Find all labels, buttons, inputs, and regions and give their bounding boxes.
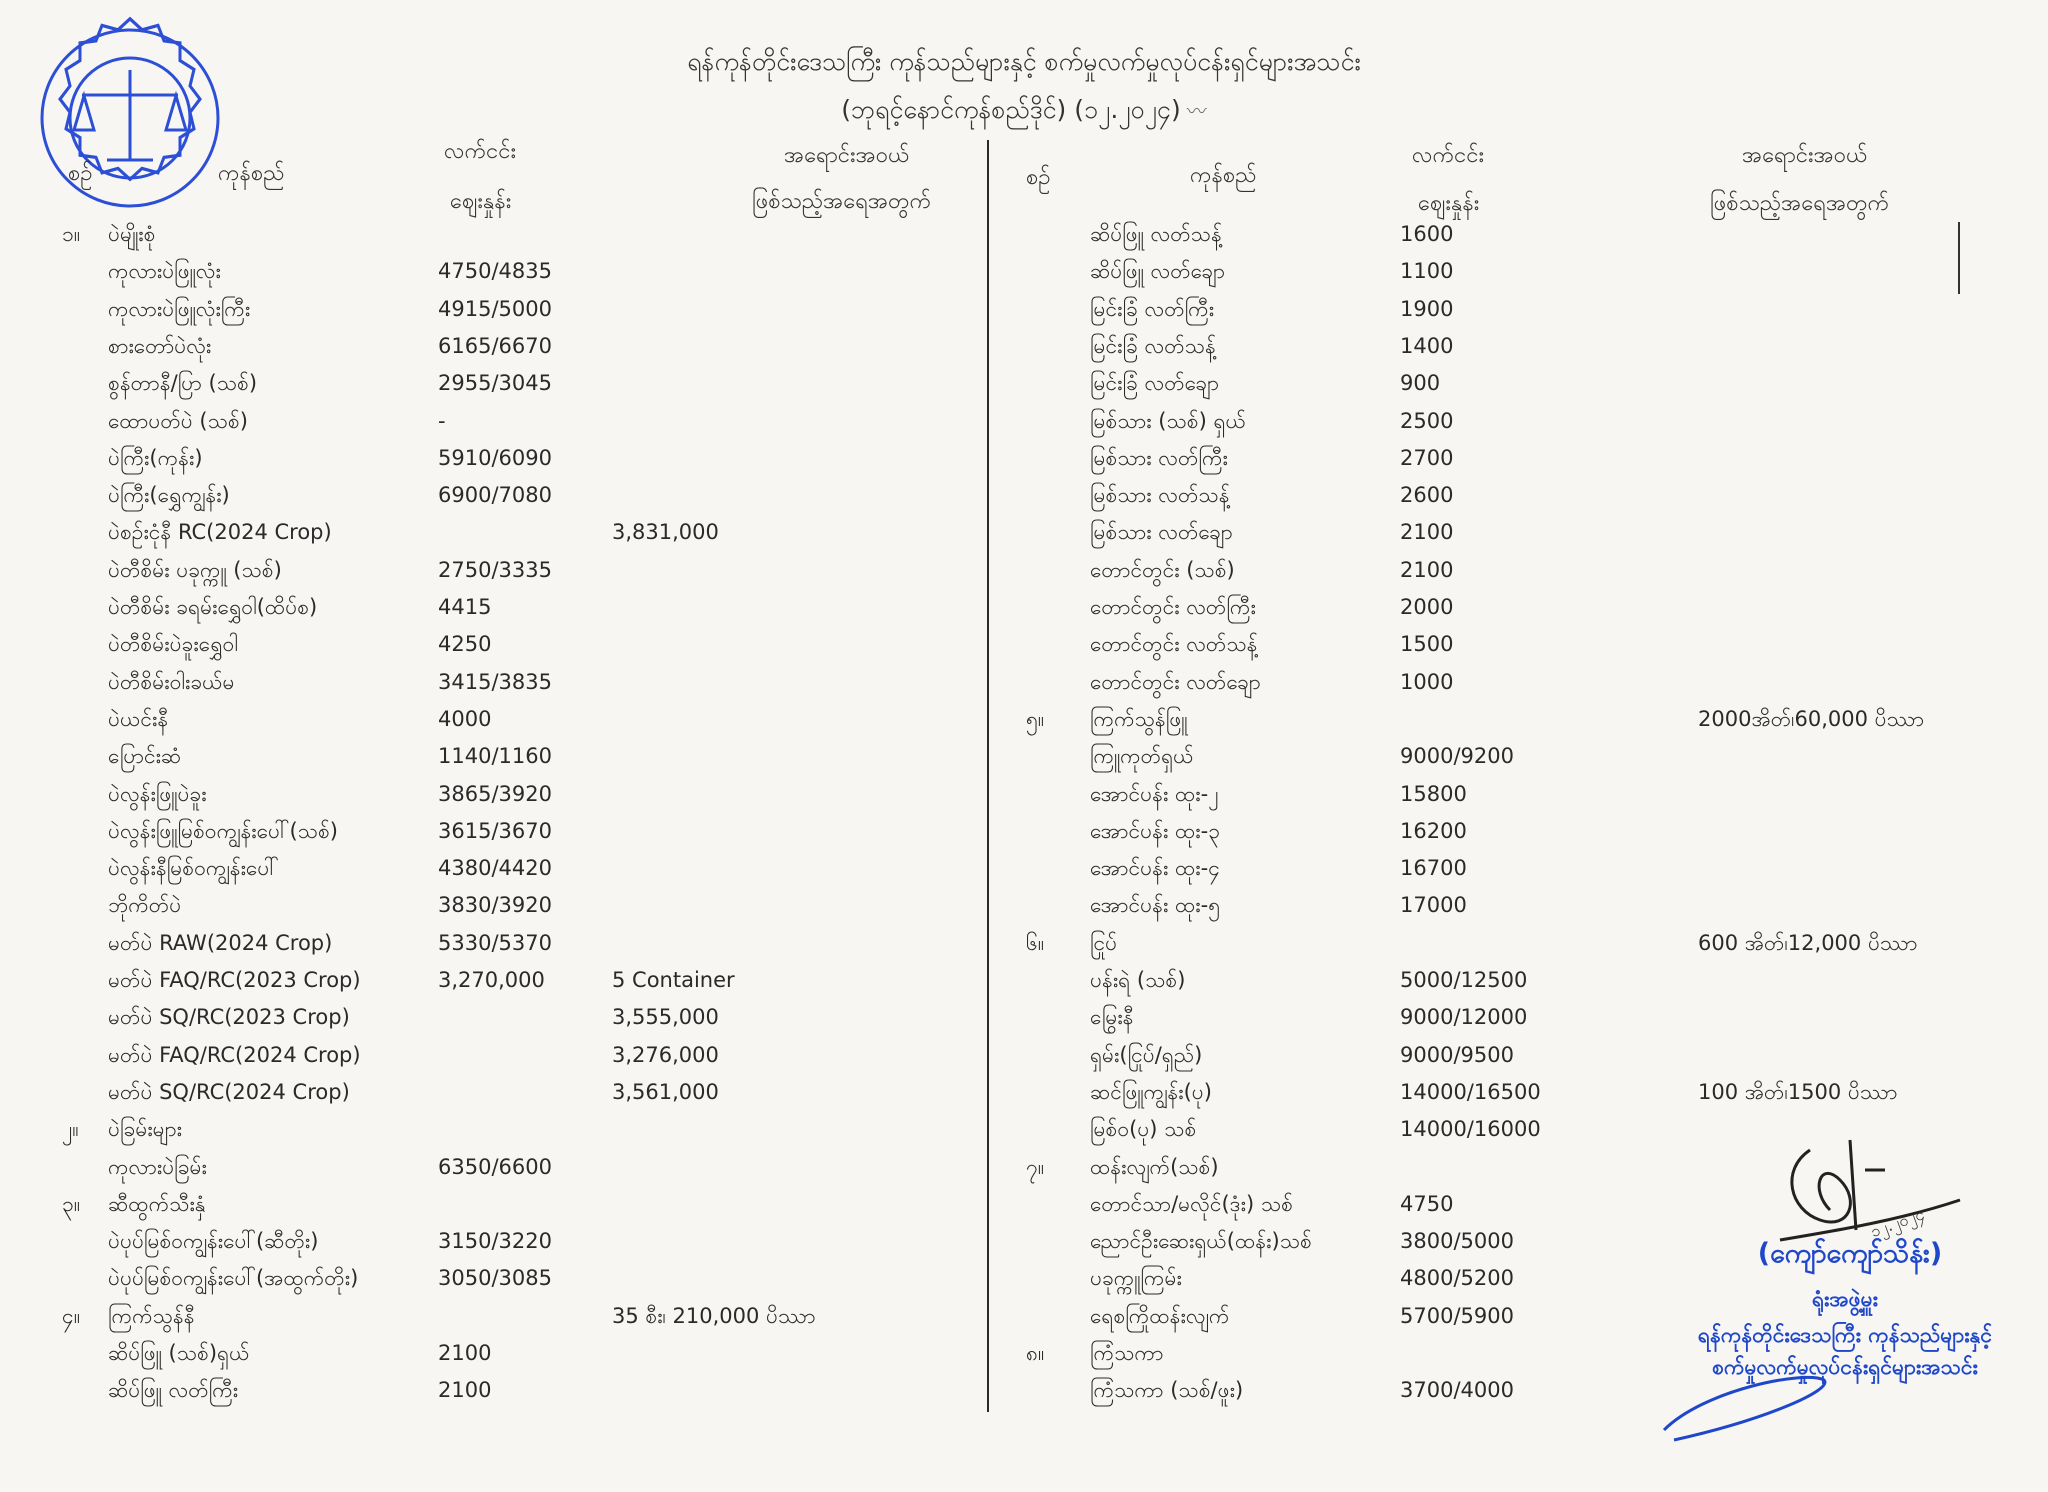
left-header-goods: ကုန်စည် — [218, 161, 285, 186]
left-header-no: စဉ် — [68, 161, 93, 186]
goods-name: ဆိပ်ဖြူ လတ်သန့် — [1090, 222, 1222, 246]
right-header-goods: ကုန်စည် — [1190, 163, 1257, 188]
trade-volume: 3,555,000 — [612, 1005, 719, 1030]
spot-price: 14000/16000 — [1400, 1117, 1541, 1142]
signatory-name: (ကျော်ကျော်သိန်း) — [1757, 1238, 1943, 1269]
spot-price: 2700 — [1400, 445, 1454, 470]
goods-name: ကုလားပဲဖြူလုံး — [108, 259, 221, 284]
goods-name: အောင်ပန်း ထုး-၃ — [1090, 818, 1221, 843]
goods-name: မြစ်သား (သစ်) ရှယ် — [1090, 408, 1246, 433]
goods-name: ပဲခြမ်းများ — [108, 1117, 182, 1142]
goods-name: မတ်ပဲ RAW(2024 Crop) — [108, 930, 333, 955]
spot-price: 3830/3920 — [438, 893, 552, 918]
goods-name: ပဲကြီး(ကုန်း) — [108, 445, 203, 470]
spot-price: 2100 — [1400, 557, 1454, 582]
trade-volume: 3,276,000 — [612, 1042, 719, 1067]
spot-price: 9000/9500 — [1400, 1042, 1514, 1067]
goods-name: ပဲလွန်းနီမြစ်ဝကျွန်းပေါ် — [108, 856, 279, 881]
spot-price: 5000/12500 — [1400, 968, 1528, 992]
spot-price: 14000/16500 — [1400, 1079, 1541, 1104]
left-header-trade-top: အရောင်းအဝယ် — [784, 143, 910, 168]
spot-price: 3865/3920 — [438, 781, 552, 806]
goods-name: ပဲတီစိမ်း ခရမ်းရွှေဝါ(ထိပ်စ) — [108, 595, 318, 619]
goods-name: မတ်ပဲ SQ/RC(2024 Crop) — [108, 1079, 350, 1104]
spot-price: 4415 — [438, 595, 492, 619]
signature-date: ၁၂.၂၀၂၄ — [1867, 1204, 1927, 1242]
row-number: ၇။ — [1026, 1154, 1045, 1179]
spot-price: 4000 — [438, 706, 492, 731]
spot-price: 2100 — [1400, 520, 1454, 545]
left-header-price-top: လက်ငင်း — [444, 139, 517, 164]
goods-name: ပဲမျိုးစုံ — [108, 222, 156, 246]
goods-name: တောင်တွင်း လတ်သန့် — [1090, 632, 1258, 657]
goods-name: ပဲလွန်းဖြူပဲခူး — [108, 781, 207, 806]
spot-price: - — [438, 408, 446, 433]
goods-name: ပဲပုပ်မြစ်ဝကျွန်းပေါ်(ဆီတိုး) — [108, 1229, 319, 1254]
goods-name: ဘိုကိတ်ပဲ — [108, 893, 182, 918]
goods-name: မတ်ပဲ FAQ/RC(2024 Crop) — [108, 1042, 361, 1067]
goods-name: မြင်းခြံ လတ်ချော — [1090, 371, 1220, 396]
spot-price: 3150/3220 — [438, 1229, 552, 1254]
goods-name: မြစ်သား လတ်သန့် — [1090, 483, 1230, 508]
right-header-price-top: လက်ငင်း — [1412, 143, 1485, 168]
signatory-role: ရုံးအဖွဲ့မှူး — [1812, 1287, 1878, 1311]
spot-price: 3050/3085 — [438, 1266, 552, 1291]
document-subtitle — [0, 94, 2048, 131]
spot-price: 1100 — [1400, 259, 1454, 284]
spot-price: 2600 — [1400, 483, 1454, 508]
goods-name: ကြက်သွန်ဖြူ — [1090, 706, 1188, 731]
spot-price: 2955/3045 — [438, 371, 552, 396]
right-header-trade-top: အရောင်းအဝယ် — [1742, 143, 1868, 168]
goods-name: ဆိပ်ဖြူ လတ်ချော — [1090, 259, 1226, 284]
left-header-price-bottom: ဈေးနှုန်း — [450, 189, 512, 214]
trade-volume: 3,561,000 — [612, 1079, 719, 1104]
spot-price: 1400 — [1400, 333, 1454, 358]
spot-price: 2500 — [1400, 408, 1454, 433]
spot-price: 15800 — [1400, 781, 1467, 806]
column-divider — [987, 140, 989, 1412]
goods-name: အောင်ပန်း ထုး-၂ — [1090, 781, 1219, 806]
spot-price: 4915/5000 — [438, 296, 552, 321]
goods-name: မြစ်သား လတ်ချော — [1090, 520, 1233, 545]
left-header-trade-bottom: ဖြစ်သည့်အရေအတွက် — [752, 189, 932, 214]
goods-name: ငြုပ် — [1090, 930, 1118, 955]
spot-price: 16700 — [1400, 856, 1467, 881]
goods-name: ပဲတီစိမ်းပဲခူးရွှေဝါ — [108, 632, 238, 657]
right-header-trade-bottom: ဖြစ်သည့်အရေအတွက် — [1710, 191, 1890, 216]
goods-name: ပဲစဉ်းငုံနီ RC(2024 Crop) — [108, 520, 332, 545]
spot-price: 16200 — [1400, 818, 1467, 843]
goods-name: ရှမ်း(ငြုပ်/ရှည်) — [1090, 1042, 1203, 1067]
goods-name: ကြက်သွန်နီ — [108, 1303, 195, 1328]
goods-name: ပဲယင်းနီ — [108, 706, 169, 731]
spot-price: 6350/6600 — [438, 1154, 552, 1179]
spot-price: 1900 — [1400, 296, 1454, 321]
row-number: ၂။ — [62, 1117, 79, 1142]
goods-name: ပြောင်းဆံ — [108, 744, 182, 769]
goods-name: ပဲတီစိမ်း ပခုက္ကူ (သစ်) — [108, 557, 282, 582]
spot-price: 4380/4420 — [438, 856, 552, 881]
goods-name: ကုလားပဲဖြူလုံးကြီး — [108, 296, 251, 321]
goods-name: ဆိပ်ဖြူ လတ်ကြီး — [108, 1378, 239, 1403]
check-mark-icon: 〰 — [1186, 99, 1207, 123]
row-number: ၃။ — [62, 1191, 81, 1216]
goods-name: မြင်းခြံ လတ်သန့် — [1090, 333, 1216, 358]
goods-name: မြင်းခြံ လတ်ကြီး — [1090, 296, 1215, 321]
goods-name: ကုလားပဲခြမ်း — [108, 1154, 207, 1179]
spot-price: 4800/5200 — [1400, 1266, 1514, 1291]
spot-price: 3800/5000 — [1400, 1229, 1514, 1254]
goods-name: ပခုက္ကူကြမ်း — [1090, 1266, 1182, 1291]
goods-name: ဆီထွက်သီးနှံ — [108, 1191, 206, 1216]
spot-price: 6900/7080 — [438, 483, 552, 508]
document-title: ရန်ကုန်တိုင်းဒေသကြီး ကုန်သည်များနှင့် စက်မှုလက်မှုလုပ်ငန်းရှင်များအသင်း — [687, 47, 1361, 76]
goods-name: ပဲတီစိမ်းဝါးခယ်မ — [108, 669, 235, 694]
goods-name: ရေစကြိုထန်းလျက် — [1090, 1303, 1230, 1328]
row-number: ၈။ — [1026, 1341, 1045, 1365]
trade-volume: 600 အိတ်၊12,000 ပိဿာ — [1698, 930, 1918, 955]
row-number: ၆။ — [1026, 930, 1045, 955]
goods-name: ပဲလွန်းဖြူမြစ်ဝကျွန်းပေါ်(သစ်) — [108, 818, 338, 843]
spot-price: 5700/5900 — [1400, 1303, 1514, 1328]
goods-name: အောင်ပန်း ထုး-၄ — [1090, 856, 1221, 881]
goods-name: မြွေးနီ — [1090, 1005, 1134, 1030]
signatory-organization-line2: စက်မှုလက်မှုလုပ်ငန်းရှင်များအသင်း — [1712, 1355, 1978, 1379]
spot-price: 1140/1160 — [438, 744, 552, 769]
trade-volume: 100 အိတ်၊1500 ပိဿာ — [1698, 1079, 1898, 1104]
goods-name: မြစ်သား လတ်ကြီး — [1090, 445, 1228, 470]
goods-name: မြစ်ဝ(ပု) သစ် — [1090, 1117, 1197, 1142]
goods-name: ညောင်ဦးဆေးရှယ်(ထန်း)သစ် — [1090, 1229, 1312, 1254]
goods-name: ကြူကုတ်ရှယ် — [1090, 744, 1194, 769]
spot-price: 17000 — [1400, 893, 1467, 918]
spot-price: 9000/9200 — [1400, 744, 1514, 769]
spot-price: 2100 — [438, 1341, 492, 1365]
trade-volume: 2000အိတ်၊60,000 ပိဿာ — [1698, 706, 1925, 731]
spot-price: 2750/3335 — [438, 557, 552, 582]
spot-price: 900 — [1400, 371, 1441, 396]
spot-price: 4750/4835 — [438, 259, 552, 284]
spot-price: 3,270,000 — [438, 968, 545, 992]
right-header-price-bottom: ဈေးနှုန်း — [1418, 191, 1480, 216]
goods-name: ထန်းလျက်(သစ်) — [1090, 1154, 1219, 1179]
right-header-no: စဉ် — [1026, 165, 1051, 190]
row-number: ၄။ — [62, 1303, 81, 1328]
goods-name: ဆိပ်ဖြူ (သစ်)ရှယ် — [108, 1341, 250, 1365]
goods-name: တောင်တွင်း လတ်ချော — [1090, 669, 1261, 694]
spot-price: 5330/5370 — [438, 930, 552, 955]
signatory-organization-line1: ရန်ကုန်တိုင်းဒေသကြီး ကုန်သည်များနှင့် — [1697, 1323, 1993, 1347]
spot-price: 2000 — [1400, 595, 1454, 619]
goods-name: မတ်ပဲ FAQ/RC(2023 Crop) — [108, 968, 361, 992]
goods-name: ကြံသကာ — [1090, 1341, 1164, 1365]
spot-price: 2100 — [438, 1378, 492, 1403]
spot-price: 3700/4000 — [1400, 1378, 1514, 1403]
goods-name: ပဲပုပ်မြစ်ဝကျွန်းပေါ်(အထွက်တိုး) — [108, 1266, 359, 1291]
document-subtitle-text: (ဘုရင့်နောင်ကုန်စည်ဒိုင်) (၁၂.၂၀၂၄) — [841, 95, 1181, 124]
goods-name: ပဲကြီး(ရွှေကျွန်း) — [108, 483, 230, 508]
goods-name: ဆင်ဖြူကျွန်း(ပု) — [1090, 1079, 1212, 1104]
goods-name: မတ်ပဲ SQ/RC(2023 Crop) — [108, 1005, 350, 1030]
spot-price: 4250 — [438, 632, 492, 657]
goods-name: ပန်းရဲ (သစ်) — [1090, 968, 1186, 992]
goods-name: ထောပတ်ပဲ (သစ်) — [108, 408, 248, 433]
row-number: ၁။ — [62, 222, 81, 246]
spot-price: 3415/3835 — [438, 669, 552, 694]
spot-price: 9000/12000 — [1400, 1005, 1528, 1030]
trade-volume: 35 စီး၊ 210,000 ပိဿာ — [612, 1303, 816, 1328]
spot-price: 1500 — [1400, 632, 1454, 657]
goods-name: ကြံသကာ (သစ်/ဖူး) — [1090, 1378, 1244, 1403]
goods-name: စားတော်ပဲလုံး — [108, 333, 212, 358]
spot-price: 5910/6090 — [438, 445, 552, 470]
goods-name: စွန်တာနီ/ပြာ (သစ်) — [108, 371, 258, 396]
spot-price: 3615/3670 — [438, 818, 552, 843]
spot-price: 6165/6670 — [438, 333, 552, 358]
spot-price: 1600 — [1400, 222, 1454, 246]
margin-mark — [1958, 222, 1960, 294]
trade-volume: 3,831,000 — [612, 520, 719, 545]
spot-price: 4750 — [1400, 1191, 1454, 1216]
goods-name: တောင်တွင်း လတ်ကြီး — [1090, 595, 1256, 619]
goods-name: အောင်ပန်း ထုး-၅ — [1090, 893, 1221, 918]
spot-price: 1000 — [1400, 669, 1454, 694]
trade-volume: 5 Container — [612, 968, 735, 992]
goods-name: တောင်သာ/မလိုင်(ဒုံး) သစ် — [1090, 1191, 1293, 1216]
goods-name: တောင်တွင်း (သစ်) — [1090, 557, 1235, 582]
row-number: ၅။ — [1026, 706, 1045, 731]
